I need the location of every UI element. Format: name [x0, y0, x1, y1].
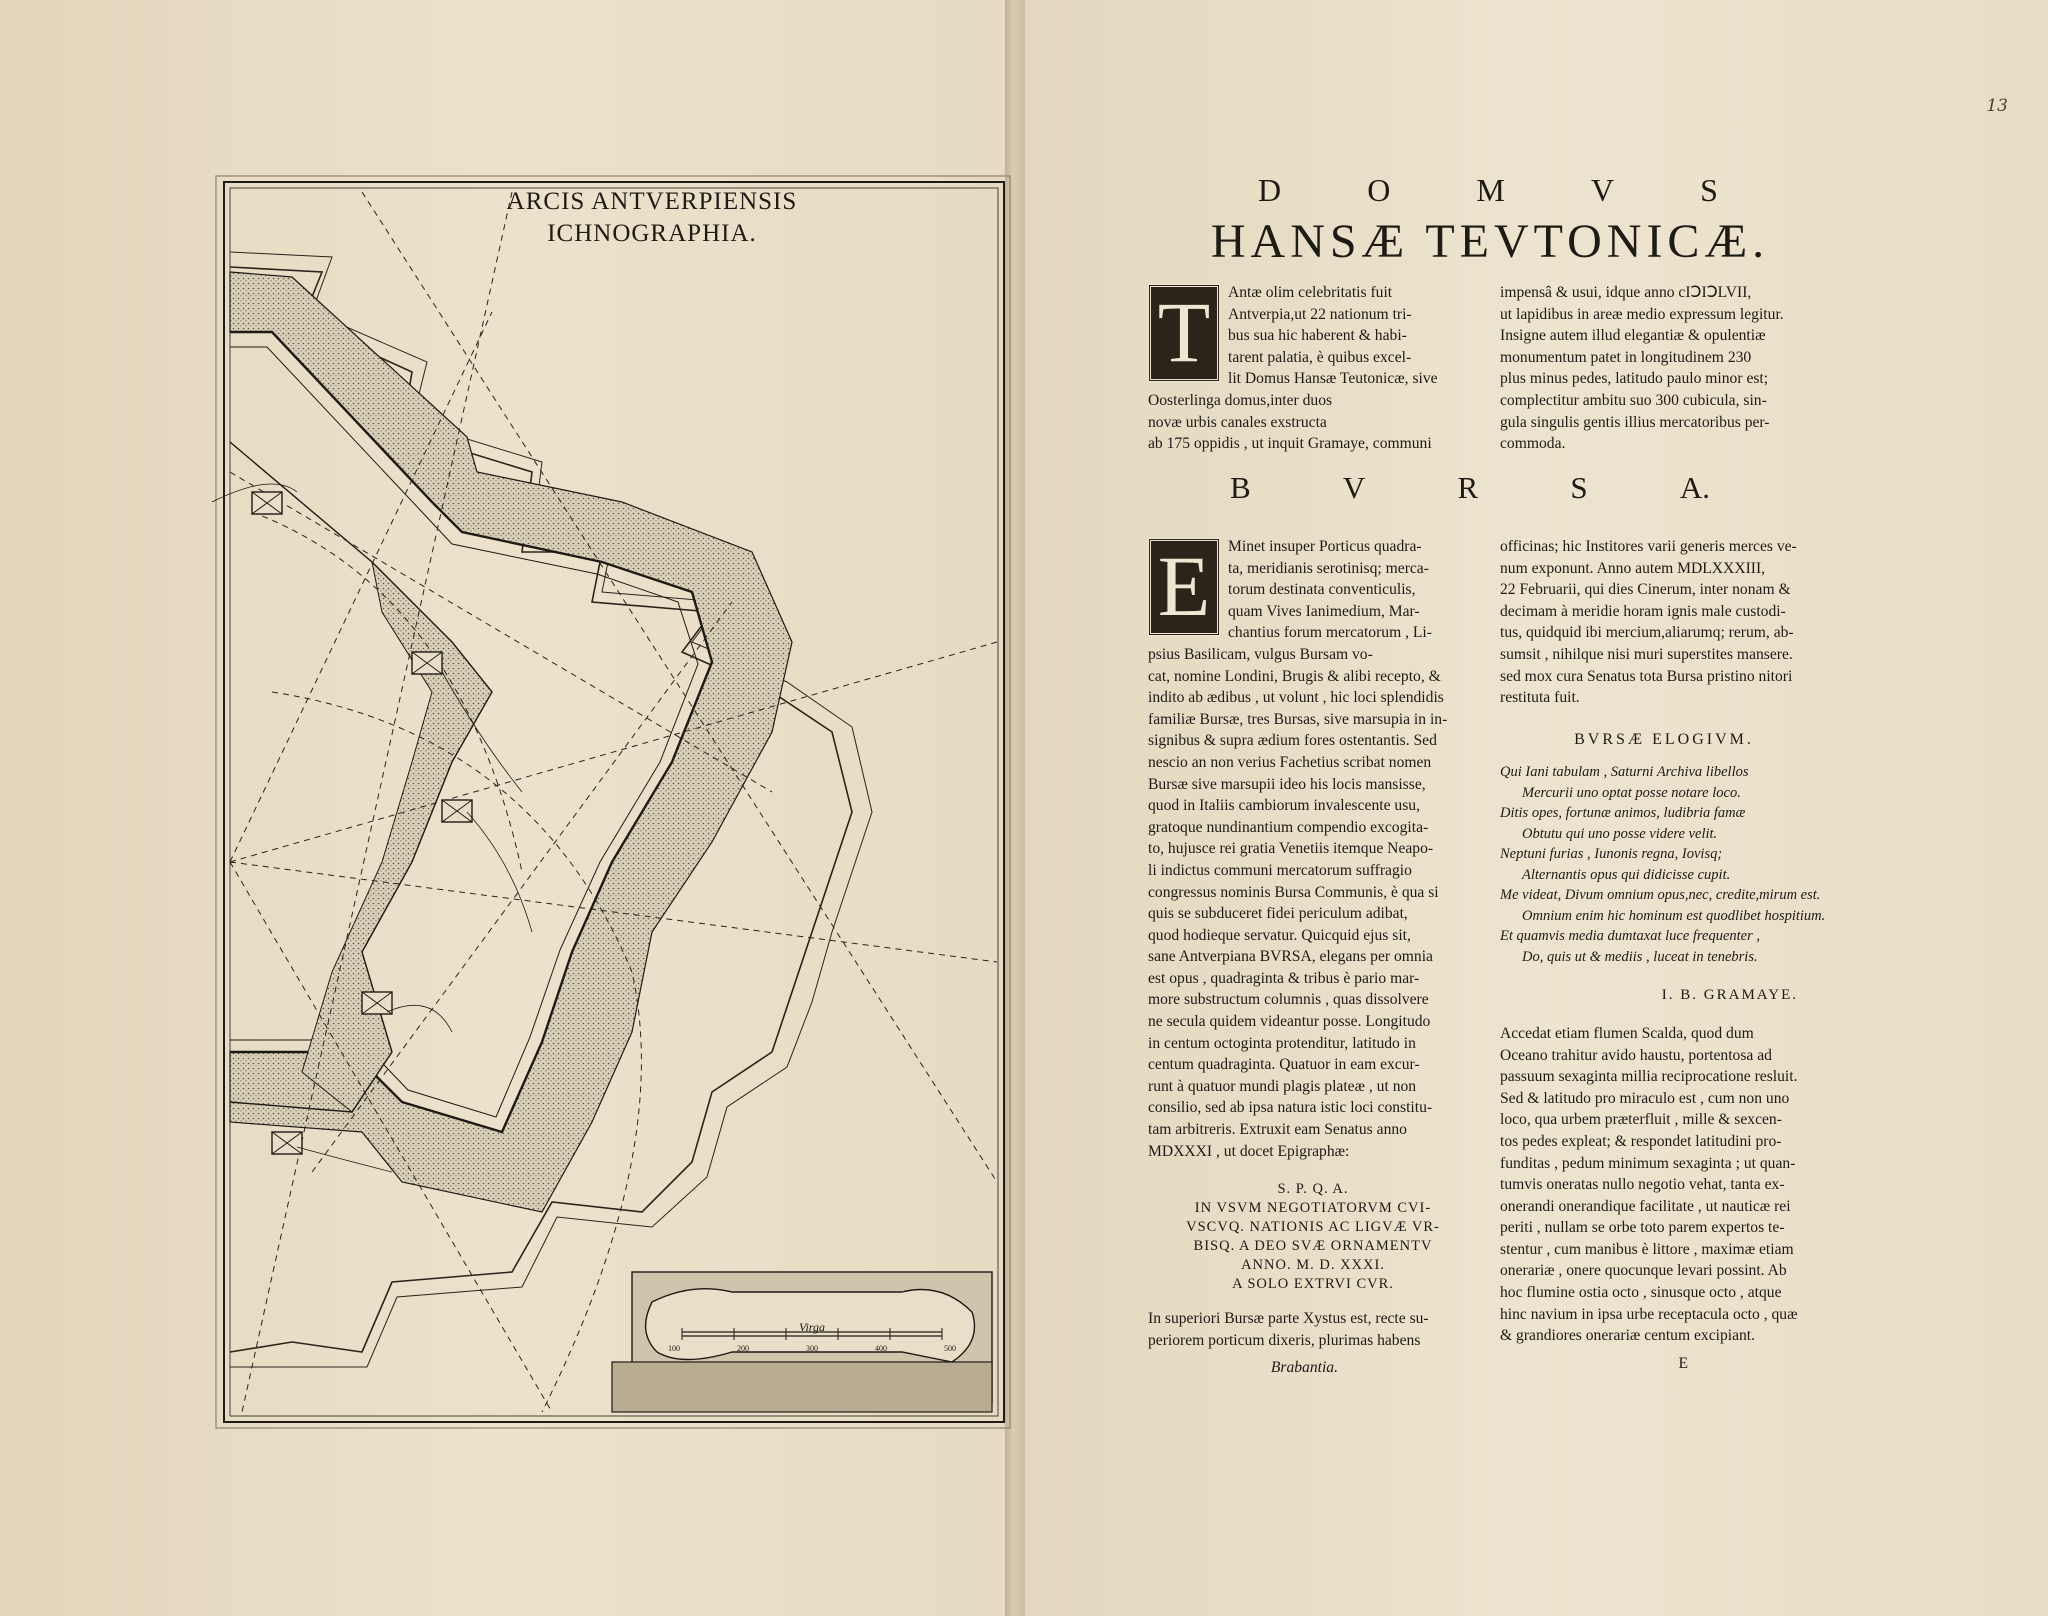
section2-column2 — [1500, 536, 1828, 1374]
section2-column1 — [1148, 536, 1478, 1379]
text-line: Sed & latitudo pro miraculo est , cum non uno — [1500, 1089, 1790, 1107]
text-line: BISQ. A DEO SVÆ ORNAMENTV — [1193, 1238, 1433, 1255]
citadel-plan-drawing — [212, 172, 1014, 1432]
text-line: sumsit , nihilque nisi muri superstites mansere. — [1500, 645, 1793, 663]
catchword-right: E — [1678, 1354, 1688, 1372]
text-line: quod hodieque servatur. Quicquid ejus sit, — [1148, 926, 1411, 944]
text-line: periorem porticum dixeris, plurimas habens — [1148, 1331, 1421, 1349]
text-line: impensâ & usui, idque anno cIↃIↃLVII, — [1500, 284, 1752, 301]
text-line: tumvis oneratas nullo negotio vehat, tanta ex- — [1500, 1176, 1785, 1194]
text-line: ab 175 oppidis , ut inquit Gramaye, communi — [1148, 435, 1432, 453]
text-line: to, hujusce rei gratia Venetiis itemque Neapo- — [1148, 840, 1434, 858]
elogium-heading: BVRSÆ ELOGIVM. — [1574, 730, 1754, 748]
text-line: onerariæ , onere quocunque levari possint. Ab — [1500, 1262, 1787, 1280]
heading-letter: B — [1230, 470, 1251, 505]
text-line: cat, nomine Londini, Brugis & alibi recepto, & — [1148, 667, 1441, 685]
text-line: In superiori Bursæ parte Xystus est, recte su- — [1148, 1310, 1429, 1328]
text-line: ANNO. M. D. XXXI. — [1241, 1257, 1385, 1274]
heading-hansae: HANSÆ TEVTONICÆ. — [1210, 215, 1770, 268]
text-line: li indictus communi mercatorum suffragio — [1148, 861, 1412, 879]
text-line: tos pedes expleat; & respondet latitudini pro- — [1500, 1132, 1782, 1150]
text-line: S. P. Q. A. — [1277, 1181, 1349, 1198]
catchword-left: Brabantia. — [1270, 1359, 1338, 1377]
section1-column2 — [1500, 282, 1828, 455]
scale-tick: 400 — [875, 1344, 887, 1353]
verse-line: Et quamvis media dumtaxat luce frequenter , — [1500, 928, 1761, 945]
text-line: loco, qua urbem præterfluit , mille & sexcen- — [1500, 1111, 1782, 1129]
text-line: Antverpia,ut 22 nationum tri- — [1228, 305, 1412, 323]
verse-line: Me videat, Divum omnium opus,nec, credite,mirum est. — [1500, 887, 1821, 904]
text-line: plus minus pedes, latitudo paulo minor est; — [1500, 370, 1769, 388]
section2-column2-end-lines — [1500, 1023, 1828, 1347]
text-line: signibus & supra ædium fores ostentantis. Sed — [1148, 732, 1437, 750]
text-line: tarent palatia, è quibus excel- — [1228, 348, 1412, 366]
dropcap-t: T — [1148, 284, 1220, 382]
text-line: Accedat etiam flumen Scalda, quod dum — [1500, 1024, 1754, 1042]
scale-ticks — [652, 1344, 972, 1353]
text-line: hoc flumine ostia octo , sinusque octo , atque — [1500, 1284, 1782, 1302]
text-line: A SOLO EXTRVI CVR. — [1232, 1276, 1394, 1293]
text-line: more substructum columnis , quas dissolvere — [1148, 991, 1429, 1009]
text-line: monumentum patet in longitudinem 230 — [1500, 348, 1752, 366]
text-line: Bursæ sive marsupii ideo his locis mansisse, — [1148, 775, 1426, 793]
heading-letter: O — [1367, 172, 1391, 208]
text-line: & grandiores onerariæ centum excipiant. — [1500, 1327, 1756, 1345]
text-line: ta, meridianis serotinisq; merca- — [1228, 559, 1429, 577]
elogium-verse — [1500, 762, 1828, 967]
text-line: in centum octoginta protenditur, latitudo in — [1148, 1034, 1416, 1052]
text-line: decimam à meridie horam ignis male custodi- — [1500, 602, 1786, 620]
heading-letter: V — [1590, 172, 1615, 208]
text-line: nescio an non verius Fachetius scribat nomen — [1148, 753, 1432, 771]
text-line: officinas; hic Institores varii generis merces ve- — [1500, 538, 1797, 555]
section2-column1-end-lines — [1148, 1308, 1478, 1351]
text-line: tam arbitreris. Extruxit eam Senatus anno — [1148, 1121, 1407, 1139]
text-line: commoda. — [1500, 435, 1566, 453]
scale-label: Virga — [799, 1320, 825, 1334]
text-line: onerandi onerandique facilitate , ut nauticæ rei — [1500, 1197, 1791, 1215]
heading-letter: R — [1457, 470, 1479, 505]
section1-column2-lines — [1500, 282, 1828, 455]
verse-line: Ditis opes, fortunæ animos, ludibria famæ — [1500, 805, 1746, 822]
verse-line: Do, quis ut & mediis , luceat in tenebris. — [1522, 948, 1758, 965]
text-line: sane Antverpiana BVRSA, elegans per omnia — [1148, 948, 1433, 966]
verse-line: Neptuni furias , Iunonis regna, Iovisq; — [1500, 846, 1723, 863]
verse-line: Qui Iani tabulam , Saturni Archiva libellos — [1500, 764, 1749, 781]
text-line: novæ urbis canales exstructa — [1148, 413, 1327, 431]
text-line: chantius forum mercatorum , Li- — [1228, 624, 1432, 642]
verse-line: Mercurii uno optat posse notare loco. — [1522, 784, 1741, 801]
verse-line: Obtutu qui uno posse videre velit. — [1522, 825, 1718, 842]
heading-letter: A. — [1679, 470, 1710, 505]
text-line: hinc navium in ipsa urbe receptacula octo , quæ — [1500, 1305, 1798, 1323]
text-line: gratoque nundinantium compendio excogita- — [1148, 818, 1429, 836]
heading-letter: D — [1258, 172, 1282, 208]
scale-tick: 500 — [944, 1344, 956, 1353]
text-line: quam Vives Ianimedium, Mar- — [1228, 602, 1420, 620]
page-number: 13 — [1986, 96, 2008, 116]
text-line: psius Basilicam, vulgus Bursam vo- — [1148, 645, 1373, 663]
heading-letter: V — [1342, 470, 1366, 505]
text-line: ne secula quidem videantur posse. Longitudo — [1148, 1013, 1431, 1031]
citadel-plan-plate — [212, 172, 1014, 1432]
text-line: quod in Italiis cambiorum invalescente usu, — [1148, 797, 1420, 815]
text-line: complectitur ambitu suo 300 cubicula, sin- — [1500, 391, 1767, 409]
text-line: tus, quidquid ibi mercium,aliarumq; rerum, ab- — [1500, 624, 1794, 642]
text-line: restituta fuit. — [1500, 689, 1580, 707]
text-line: VSCVQ. NATIONIS AC LIGVÆ VR- — [1186, 1219, 1440, 1236]
text-line: funditas , pedum minimum sexaginta ; ut quan- — [1500, 1154, 1796, 1172]
scale-tick: 100 — [668, 1344, 680, 1353]
heading-letter: S — [1570, 470, 1588, 505]
text-line: Minet insuper Porticus quadra- — [1228, 538, 1422, 555]
text-line: Oosterlinga domus,inter duos — [1148, 391, 1333, 409]
text-line: ut lapidibus in areæ medio expressum legitur. — [1500, 305, 1784, 323]
dropcap-e: E — [1148, 538, 1220, 636]
text-line: congressus nominis Bursa Communis, è qua si — [1148, 883, 1439, 901]
scale-tick: 300 — [806, 1344, 818, 1353]
scale-tick: 200 — [737, 1344, 749, 1353]
section1-column1 — [1148, 282, 1478, 455]
plate-title-line1: ARCIS ANTVERPIENSIS — [506, 188, 798, 215]
text-line: familiæ Bursæ, tres Bursas, sive marsupia in in- — [1148, 710, 1448, 728]
text-line: sed mox cura Senatus tota Bursa pristino nitori — [1500, 667, 1793, 685]
text-line: Insigne autem illud elegantiæ & opulentiæ — [1500, 327, 1766, 345]
plate-title — [452, 186, 852, 250]
signature: I. B. GRAMAYE. — [1661, 987, 1798, 1004]
text-line: est opus , quadraginta & tribus è pario mar- — [1148, 969, 1420, 987]
text-line: quis se subduceret fidei periculum adibat, — [1148, 905, 1408, 923]
text-line: periti , nullam se orbe toto parem expertos te- — [1500, 1219, 1785, 1237]
text-line: consilio, sed ab ipsa natura istic loci constitu- — [1148, 1099, 1433, 1117]
text-line: gula singulis gentis illius mercatoribus per- — [1500, 413, 1770, 431]
verse-line: Alternantis opus qui didicisse cupit. — [1522, 866, 1731, 883]
text-line: indito ab ædibus , ut volunt , hic loci splendidis — [1148, 689, 1444, 707]
inscription — [1148, 1180, 1478, 1294]
text-line: Antæ olim celebritatis fuit — [1228, 284, 1393, 301]
text-line: 22 Februarii, qui dies Cinerum, inter nonam & — [1500, 581, 1791, 599]
text-line: runt à quatuor mundi plagis plateæ , ut non — [1148, 1077, 1417, 1095]
text-line: num exponunt. Anno autem MDLXXXIII, — [1500, 559, 1766, 577]
heading-bursa — [1230, 470, 1710, 506]
text-line: MDXXXI , ut docet Epigraphæ: — [1148, 1142, 1350, 1160]
text-line: centum quadraginta. Quatuor in eam excur- — [1148, 1056, 1420, 1074]
text-line: passuum sexaginta millia reciprocatione resluit. — [1500, 1068, 1798, 1086]
text-line: Oceano trahitur avido haustu, portentosa ad — [1500, 1046, 1772, 1064]
text-line: torum destinata conventiculis, — [1228, 581, 1416, 599]
verse-line: Omnium enim hic hominum est quodlibet hospitium. — [1522, 907, 1826, 924]
text-line: bus sua hic haberent & habi- — [1228, 327, 1407, 345]
heading-domus — [1258, 172, 1718, 209]
text-line: stentur , cum manibus è littore , maximæ etiam — [1500, 1240, 1794, 1258]
plate-title-line2: ICHNOGRAPHIA. — [547, 220, 757, 247]
heading-letter: M — [1476, 172, 1505, 208]
text-line: lit Domus Hansæ Teutonicæ, sive — [1228, 370, 1438, 388]
section2-column2-lines — [1500, 536, 1828, 709]
heading-letter: S — [1700, 172, 1718, 208]
text-line: IN VSVM NEGOTIATORVM CVI- — [1194, 1200, 1432, 1217]
